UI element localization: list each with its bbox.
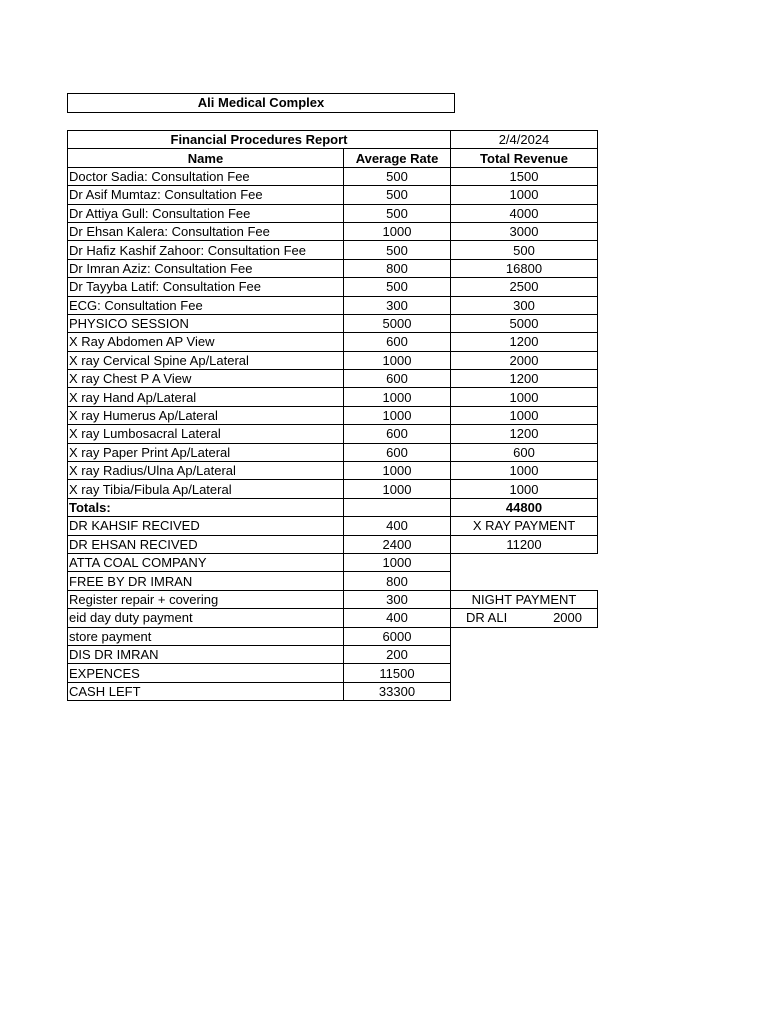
procedure-revenue: 1000 xyxy=(451,480,598,498)
extra-row xyxy=(68,553,598,571)
procedure-row xyxy=(68,314,598,332)
company-title: Ali Medical Complex xyxy=(67,93,455,113)
procedure-rate: 600 xyxy=(344,333,451,351)
extra-amount: 400 xyxy=(344,609,451,627)
extra-amount: 400 xyxy=(344,517,451,535)
extra-row xyxy=(68,590,598,608)
procedure-rate: 500 xyxy=(344,167,451,185)
procedure-row xyxy=(68,480,598,498)
procedure-name: X ray Tibia/Fibula Ap/Lateral xyxy=(68,480,344,498)
blank-cell xyxy=(451,664,598,682)
extra-amount: 2400 xyxy=(344,535,451,553)
procedure-rate: 1000 xyxy=(344,406,451,424)
procedure-rate: 500 xyxy=(344,278,451,296)
xray-payment-label: X RAY PAYMENT xyxy=(451,517,598,535)
extra-amount: 33300 xyxy=(344,682,451,700)
procedure-row xyxy=(68,333,598,351)
procedure-name: X ray Paper Print Ap/Lateral xyxy=(68,443,344,461)
extra-row xyxy=(68,535,598,553)
procedure-name: Dr Ehsan Kalera: Consultation Fee xyxy=(68,222,344,240)
extra-amount: 11500 xyxy=(344,664,451,682)
blank-cell xyxy=(451,572,598,590)
totals-value: 44800 xyxy=(451,498,598,516)
procedure-row xyxy=(68,425,598,443)
financial-report-table xyxy=(67,130,598,701)
extra-name: DR KAHSIF RECIVED xyxy=(68,517,344,535)
extra-row xyxy=(68,517,598,535)
procedure-row xyxy=(68,278,598,296)
procedure-name: X ray Cervical Spine Ap/Lateral xyxy=(68,351,344,369)
procedure-revenue: 16800 xyxy=(451,259,598,277)
procedure-name: X ray Lumbosacral Lateral xyxy=(68,425,344,443)
procedure-name: Dr Tayyba Latif: Consultation Fee xyxy=(68,278,344,296)
procedure-name: Dr Imran Aziz: Consultation Fee xyxy=(68,259,344,277)
procedure-rate: 500 xyxy=(344,204,451,222)
extra-row xyxy=(68,682,598,700)
night-payment-value: 2000 xyxy=(553,610,582,626)
extra-amount: 1000 xyxy=(344,553,451,571)
procedure-revenue: 1500 xyxy=(451,167,598,185)
procedure-row xyxy=(68,296,598,314)
procedure-revenue: 1200 xyxy=(451,370,598,388)
procedure-revenue: 3000 xyxy=(451,222,598,240)
procedure-name: Dr Asif Mumtaz: Consultation Fee xyxy=(68,186,344,204)
procedure-revenue: 5000 xyxy=(451,314,598,332)
totals-row xyxy=(68,498,598,516)
blank-cell xyxy=(451,682,598,700)
extra-row xyxy=(68,627,598,645)
procedure-revenue: 300 xyxy=(451,296,598,314)
procedure-row xyxy=(68,370,598,388)
extra-name: eid day duty payment xyxy=(68,609,344,627)
procedure-row xyxy=(68,259,598,277)
procedure-rate: 500 xyxy=(344,241,451,259)
procedure-rate: 1000 xyxy=(344,351,451,369)
procedure-name: PHYSICO SESSION xyxy=(68,314,344,332)
procedure-row xyxy=(68,388,598,406)
procedure-row xyxy=(68,167,598,185)
procedure-name: Doctor Sadia: Consultation Fee xyxy=(68,167,344,185)
totals-empty xyxy=(344,498,451,516)
extra-row xyxy=(68,664,598,682)
procedure-revenue: 2500 xyxy=(451,278,598,296)
extra-amount: 300 xyxy=(344,590,451,608)
procedure-row xyxy=(68,462,598,480)
procedure-name: X ray Radius/Ulna Ap/Lateral xyxy=(68,462,344,480)
procedure-name: Dr Hafiz Kashif Zahoor: Consultation Fee xyxy=(68,241,344,259)
extra-name: FREE BY DR IMRAN xyxy=(68,572,344,590)
extra-name: store payment xyxy=(68,627,344,645)
extra-amount: 800 xyxy=(344,572,451,590)
procedure-name: ECG: Consultation Fee xyxy=(68,296,344,314)
procedure-rate: 600 xyxy=(344,370,451,388)
totals-label: Totals: xyxy=(68,498,344,516)
procedure-revenue: 1000 xyxy=(451,462,598,480)
procedure-name: X ray Humerus Ap/Lateral xyxy=(68,406,344,424)
procedure-name: X Ray Abdomen AP View xyxy=(68,333,344,351)
report-date: 2/4/2024 xyxy=(451,131,598,149)
procedure-rate: 1000 xyxy=(344,222,451,240)
procedure-revenue: 2000 xyxy=(451,351,598,369)
header-row xyxy=(68,149,598,167)
procedure-revenue: 4000 xyxy=(451,204,598,222)
procedure-revenue: 500 xyxy=(451,241,598,259)
procedure-row xyxy=(68,222,598,240)
extra-name: EXPENCES xyxy=(68,664,344,682)
procedure-name: X ray Chest P A View xyxy=(68,370,344,388)
extra-amount: 200 xyxy=(344,645,451,663)
night-payment-name: DR ALI xyxy=(466,610,508,626)
procedure-revenue: 1000 xyxy=(451,186,598,204)
night-payment-entry xyxy=(451,609,598,627)
procedure-row xyxy=(68,186,598,204)
procedure-revenue: 1000 xyxy=(451,406,598,424)
extra-name: Register repair + covering xyxy=(68,590,344,608)
night-payment-label: NIGHT PAYMENT xyxy=(451,590,598,608)
procedure-rate: 600 xyxy=(344,425,451,443)
procedure-rate: 300 xyxy=(344,296,451,314)
procedure-rate: 1000 xyxy=(344,480,451,498)
procedure-rate: 800 xyxy=(344,259,451,277)
procedure-revenue: 600 xyxy=(451,443,598,461)
report-title-row xyxy=(68,131,598,149)
header-name: Name xyxy=(68,149,344,167)
procedure-rate: 500 xyxy=(344,186,451,204)
procedure-row xyxy=(68,406,598,424)
procedure-revenue: 1200 xyxy=(451,425,598,443)
blank-cell xyxy=(451,627,598,645)
xray-payment-value: 11200 xyxy=(451,535,598,553)
header-revenue: Total Revenue xyxy=(451,149,598,167)
procedure-revenue: 1000 xyxy=(451,388,598,406)
procedure-rate: 5000 xyxy=(344,314,451,332)
procedure-row xyxy=(68,351,598,369)
blank-cell xyxy=(451,645,598,663)
procedure-row xyxy=(68,204,598,222)
extra-name: DR EHSAN RECIVED xyxy=(68,535,344,553)
extra-row xyxy=(68,609,598,627)
extra-amount: 6000 xyxy=(344,627,451,645)
procedure-name: X ray Hand Ap/Lateral xyxy=(68,388,344,406)
procedure-rate: 600 xyxy=(344,443,451,461)
procedure-row xyxy=(68,443,598,461)
extra-row xyxy=(68,572,598,590)
extra-row xyxy=(68,645,598,663)
blank-cell xyxy=(451,553,598,571)
procedure-rate: 1000 xyxy=(344,388,451,406)
extra-name: ATTA COAL COMPANY xyxy=(68,553,344,571)
extra-name: DIS DR IMRAN xyxy=(68,645,344,663)
procedure-row xyxy=(68,241,598,259)
extra-name: CASH LEFT xyxy=(68,682,344,700)
night-payment-split xyxy=(452,609,597,626)
header-rate: Average Rate xyxy=(344,149,451,167)
procedure-revenue: 1200 xyxy=(451,333,598,351)
procedure-name: Dr Attiya Gull: Consultation Fee xyxy=(68,204,344,222)
report-title: Financial Procedures Report xyxy=(68,131,451,149)
procedure-rate: 1000 xyxy=(344,462,451,480)
